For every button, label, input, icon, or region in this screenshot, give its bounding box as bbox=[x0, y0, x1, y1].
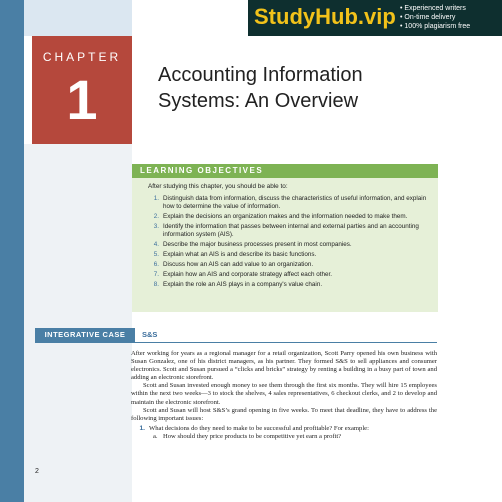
left-accent-bar bbox=[0, 0, 24, 502]
question-item: 1. What decisions do they need to make to be successful and profitable? For example: bbox=[139, 424, 369, 432]
chapter-number: 1 bbox=[66, 68, 98, 131]
paragraph: After working for years as a regional manager for a retail organization, Scott Parry opened his own business with Susan Gonzalez, one of his district managers, as his partner. They formed S&S to sell appliances and consumer electronics. Scott and Susan pursued a “clicks and bricks” strategy by renting a building in a busy part of town and adding an electronic storefront. bbox=[131, 350, 437, 382]
sub-question-item: a. How should they price products to be competitive yet earn a profit? bbox=[153, 432, 342, 440]
learning-objectives-title: LEARNING OBJECTIVES bbox=[140, 166, 264, 175]
objective-item: 4. Describe the major business processes present in most companies. bbox=[153, 241, 352, 248]
case-body bbox=[131, 350, 437, 441]
objective-item: 1. Distinguish data from information, discuss the characteristics of useful information, and explain how to determine the value of information. bbox=[153, 195, 427, 210]
margin-column bbox=[24, 144, 132, 502]
paragraph: Scott and Susan invested enough money to see them through the first six months. They will hire 15 employees within the next two weeks—3 to stock the shelves, 4 sales representatives, 6 checkout clerks, and 2 to develop and maintain the electronic storefront. bbox=[131, 382, 437, 406]
objective-item: 7. Explain how an AIS and corporate strategy affect each other. bbox=[153, 271, 332, 278]
logo-feature: • On-time delivery bbox=[400, 14, 456, 21]
logo-feature: • Experienced writers bbox=[400, 5, 466, 12]
page-number: 2 bbox=[35, 468, 39, 475]
chapter-title-line: Systems: An Overview bbox=[158, 90, 359, 112]
chapter-title bbox=[158, 62, 458, 114]
learning-objectives-intro: After studying this chapter, you should be able to: bbox=[148, 183, 288, 190]
chapter-title-line: Accounting Information bbox=[158, 64, 363, 86]
objective-item: 6. Discuss how an AIS can add value to an organization. bbox=[153, 261, 314, 268]
logo-feature-list bbox=[400, 4, 470, 31]
integrative-case-label: INTEGRATIVE CASE bbox=[35, 328, 135, 342]
logo-text: StudyHub.vip bbox=[254, 4, 396, 29]
objective-item: 3. Identify the information that passes between internal and external parties and an accounting information system (AIS). bbox=[153, 223, 419, 238]
paragraph: Scott and Susan will host S&S’s grand opening in five weeks. To meet that deadline, they have to address the following important issues: bbox=[131, 406, 437, 422]
objective-item: 5. Explain what an AIS is and describe its basic functions. bbox=[153, 251, 317, 258]
logo-feature: • 100% plagiarism free bbox=[400, 23, 471, 30]
objective-item: 2. Explain the decisions an organization makes and the information needed to make them. bbox=[153, 213, 408, 220]
learning-objectives-list bbox=[145, 195, 431, 291]
top-band bbox=[24, 0, 132, 36]
studyhub-logo-banner bbox=[248, 0, 502, 36]
case-name: S&S bbox=[142, 330, 158, 339]
chapter-label: CHAPTER bbox=[42, 50, 122, 64]
objective-item: 8. Explain the role an AIS plays in a company's value chain. bbox=[153, 281, 323, 288]
